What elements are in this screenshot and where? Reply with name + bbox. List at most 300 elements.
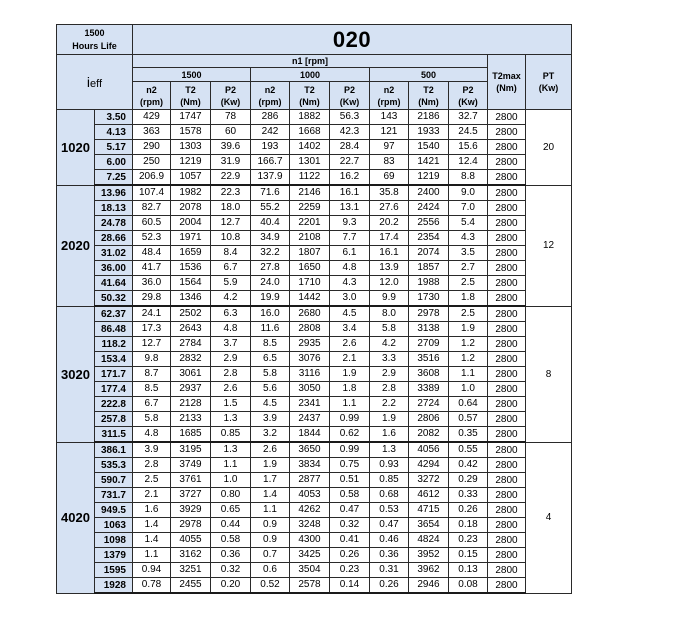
cell-p2a: 18.0 [211, 201, 251, 216]
cell-t2a: 1564 [171, 276, 211, 291]
group-name: 4020 [57, 442, 95, 593]
cell-n2a: 2.8 [133, 458, 171, 473]
cell-n2b: 27.8 [251, 261, 290, 276]
cell-n2c: 1.3 [370, 442, 409, 458]
cell-t2max: 2800 [488, 488, 526, 503]
ratio-cell: 177.4 [95, 382, 133, 397]
cell-t2b: 1301 [290, 155, 330, 170]
cell-t2c: 2556 [409, 216, 449, 231]
cell-n2b: 0.9 [251, 518, 290, 533]
table-row [57, 382, 572, 397]
cell-n2b: 286 [251, 110, 290, 125]
col-header-label: T2 [423, 84, 434, 95]
cell-p2b: 4.3 [330, 276, 370, 291]
cell-n2a: 36.0 [133, 276, 171, 291]
cell-p2a: 0.80 [211, 488, 251, 503]
cell-t2a: 1982 [171, 185, 211, 201]
cell-p2c: 0.23 [449, 533, 488, 548]
cell-t2a: 3162 [171, 548, 211, 563]
cell-n2b: 0.7 [251, 548, 290, 563]
cell-n2b: 11.6 [251, 322, 290, 337]
cell-p2b: 4.5 [330, 306, 370, 322]
table-row [57, 246, 572, 261]
cell-t2b: 2578 [290, 578, 330, 594]
col-header-p2 [330, 82, 370, 110]
cell-t2c: 4612 [409, 488, 449, 503]
cell-n2a: 8.5 [133, 382, 171, 397]
cell-p2a: 78 [211, 110, 251, 125]
cell-t2max: 2800 [488, 442, 526, 458]
cell-t2a: 3061 [171, 367, 211, 382]
cell-n2b: 1.7 [251, 473, 290, 488]
cell-n2c: 0.46 [370, 533, 409, 548]
cell-p2c: 0.33 [449, 488, 488, 503]
cell-t2max: 2800 [488, 473, 526, 488]
cell-t2max: 2800 [488, 216, 526, 231]
col-header-label: P2 [224, 84, 236, 95]
cell-t2a: 2784 [171, 337, 211, 352]
ratio-cell: 311.5 [95, 427, 133, 443]
cell-n2c: 1.6 [370, 427, 409, 443]
cell-n2b: 5.8 [251, 367, 290, 382]
col-header-unit: (Kw) [458, 96, 478, 107]
ratio-cell: 118.2 [95, 337, 133, 352]
cell-t2b: 3650 [290, 442, 330, 458]
cell-n2c: 4.2 [370, 337, 409, 352]
cell-n2c: 143 [370, 110, 409, 125]
cell-p2a: 22.3 [211, 185, 251, 201]
cell-p2b: 0.62 [330, 427, 370, 443]
cell-p2c: 2.5 [449, 306, 488, 322]
cell-n2c: 69 [370, 170, 409, 186]
cell-t2a: 3727 [171, 488, 211, 503]
cell-n2c: 2.8 [370, 382, 409, 397]
cell-n2a: 107.4 [133, 185, 171, 201]
cell-p2a: 3.7 [211, 337, 251, 352]
cell-p2c: 4.3 [449, 231, 488, 246]
table-row [57, 578, 572, 594]
ratio-cell: 4.13 [95, 125, 133, 140]
cell-t2b: 2108 [290, 231, 330, 246]
cell-p2b: 0.51 [330, 473, 370, 488]
pt-label: PT [542, 71, 555, 81]
cell-p2a: 4.2 [211, 291, 251, 307]
cell-n2c: 2.9 [370, 367, 409, 382]
cell-t2c: 3952 [409, 548, 449, 563]
table-row [57, 427, 572, 443]
ratio-cell: 24.78 [95, 216, 133, 231]
cell-t2c: 4715 [409, 503, 449, 518]
cell-n2b: 0.6 [251, 563, 290, 578]
cell-n2c: 0.68 [370, 488, 409, 503]
cell-n2a: 290 [133, 140, 171, 155]
table-row [57, 412, 572, 427]
table-row [57, 503, 572, 518]
cell-n2a: 82.7 [133, 201, 171, 216]
cell-t2a: 2133 [171, 412, 211, 427]
cell-n2a: 206.9 [133, 170, 171, 186]
cell-t2max: 2800 [488, 533, 526, 548]
cell-p2b: 6.1 [330, 246, 370, 261]
cell-n2a: 1.4 [133, 518, 171, 533]
cell-n2b: 3.2 [251, 427, 290, 443]
cell-t2c: 2709 [409, 337, 449, 352]
cell-p2b: 9.3 [330, 216, 370, 231]
cell-p2c: 1.2 [449, 337, 488, 352]
cell-n2b: 8.5 [251, 337, 290, 352]
cell-p2b: 13.1 [330, 201, 370, 216]
ratio-cell: 1379 [95, 548, 133, 563]
ratio-cell: 1063 [95, 518, 133, 533]
cell-t2max: 2800 [488, 276, 526, 291]
cell-p2a: 60 [211, 125, 251, 140]
table-row [57, 231, 572, 246]
cell-p2c: 0.64 [449, 397, 488, 412]
cell-t2b: 2680 [290, 306, 330, 322]
cell-n2a: 1.4 [133, 533, 171, 548]
table-row [57, 125, 572, 140]
cell-n2a: 24.1 [133, 306, 171, 322]
cell-t2max: 2800 [488, 412, 526, 427]
cell-t2b: 2935 [290, 337, 330, 352]
cell-p2a: 1.1 [211, 458, 251, 473]
group-name: 3020 [57, 306, 95, 442]
cell-t2b: 3076 [290, 352, 330, 367]
cell-p2a: 39.6 [211, 140, 251, 155]
table-row [57, 216, 572, 231]
cell-t2max: 2800 [488, 201, 526, 216]
table-row [57, 140, 572, 155]
cell-n2b: 19.9 [251, 291, 290, 307]
cell-n2c: 16.1 [370, 246, 409, 261]
cell-t2b: 1402 [290, 140, 330, 155]
cell-n2c: 0.26 [370, 578, 409, 594]
table-row [57, 276, 572, 291]
cell-n2a: 363 [133, 125, 171, 140]
cell-t2max: 2800 [488, 110, 526, 125]
cell-n2b: 24.0 [251, 276, 290, 291]
ratio-cell: 171.7 [95, 367, 133, 382]
cell-p2a: 2.6 [211, 382, 251, 397]
cell-t2max: 2800 [488, 518, 526, 533]
cell-p2b: 1.9 [330, 367, 370, 382]
t2max-header [488, 55, 526, 110]
cell-t2a: 1303 [171, 140, 211, 155]
cell-n2a: 17.3 [133, 322, 171, 337]
cell-t2b: 1844 [290, 427, 330, 443]
ratio-cell: 535.3 [95, 458, 133, 473]
cell-t2b: 2808 [290, 322, 330, 337]
cell-t2b: 1710 [290, 276, 330, 291]
cell-n2a: 12.7 [133, 337, 171, 352]
cell-t2c: 4824 [409, 533, 449, 548]
cell-n2c: 17.4 [370, 231, 409, 246]
speed-1500-header: 1500 [133, 68, 251, 82]
cell-n2a: 29.8 [133, 291, 171, 307]
ratio-cell: 6.00 [95, 155, 133, 170]
cell-p2a: 1.5 [211, 397, 251, 412]
cell-n2c: 97 [370, 140, 409, 155]
cell-t2max: 2800 [488, 352, 526, 367]
cell-p2a: 8.4 [211, 246, 251, 261]
cell-t2a: 1659 [171, 246, 211, 261]
cell-t2max: 2800 [488, 337, 526, 352]
cell-p2c: 0.08 [449, 578, 488, 594]
ratio-cell: 949.5 [95, 503, 133, 518]
model-title: 020 [133, 25, 572, 55]
group-name: 2020 [57, 185, 95, 306]
cell-t2b: 3504 [290, 563, 330, 578]
cell-p2a: 10.8 [211, 231, 251, 246]
cell-n2b: 40.4 [251, 216, 290, 231]
cell-p2c: 0.57 [449, 412, 488, 427]
cell-t2a: 2937 [171, 382, 211, 397]
pt-value: 12 [526, 185, 572, 306]
cell-t2a: 1578 [171, 125, 211, 140]
cell-p2b: 16.1 [330, 185, 370, 201]
table-body [57, 110, 572, 594]
cell-n2b: 3.9 [251, 412, 290, 427]
cell-t2b: 2877 [290, 473, 330, 488]
cell-t2c: 3389 [409, 382, 449, 397]
cell-t2c: 1730 [409, 291, 449, 307]
cell-p2c: 0.15 [449, 548, 488, 563]
cell-n2c: 13.9 [370, 261, 409, 276]
col-header-p2 [449, 82, 488, 110]
ratio-cell: 62.37 [95, 306, 133, 322]
cell-p2a: 2.9 [211, 352, 251, 367]
cell-t2a: 3749 [171, 458, 211, 473]
col-header-label: n2 [146, 84, 157, 95]
ratio-cell: 1928 [95, 578, 133, 594]
ratio-cell: 222.8 [95, 397, 133, 412]
cell-p2b: 0.26 [330, 548, 370, 563]
ieff-header [57, 55, 133, 110]
cell-t2max: 2800 [488, 367, 526, 382]
cell-t2a: 2832 [171, 352, 211, 367]
ratio-cell: 386.1 [95, 442, 133, 458]
cell-n2b: 2.6 [251, 442, 290, 458]
cell-t2max: 2800 [488, 563, 526, 578]
cell-n2c: 20.2 [370, 216, 409, 231]
pt-unit: (Kw) [538, 83, 559, 93]
cell-t2b: 2146 [290, 185, 330, 201]
cell-t2max: 2800 [488, 578, 526, 594]
col-header-t2 [290, 82, 330, 110]
cell-t2c: 1421 [409, 155, 449, 170]
cell-t2max: 2800 [488, 140, 526, 155]
cell-p2b: 22.7 [330, 155, 370, 170]
cell-t2b: 2259 [290, 201, 330, 216]
ratio-cell: 153.4 [95, 352, 133, 367]
ratio-cell: 590.7 [95, 473, 133, 488]
cell-n2a: 1.1 [133, 548, 171, 563]
col-header-p2 [211, 82, 251, 110]
ratio-cell: 31.02 [95, 246, 133, 261]
cell-t2b: 1650 [290, 261, 330, 276]
cell-t2c: 2186 [409, 110, 449, 125]
cell-t2c: 2978 [409, 306, 449, 322]
cell-t2c: 3608 [409, 367, 449, 382]
cell-t2b: 3116 [290, 367, 330, 382]
table-row [57, 473, 572, 488]
cell-n2b: 1.9 [251, 458, 290, 473]
ratio-cell: 3.50 [95, 110, 133, 125]
cell-n2a: 1.6 [133, 503, 171, 518]
table-row [57, 337, 572, 352]
cell-n2c: 2.2 [370, 397, 409, 412]
cell-n2c: 3.3 [370, 352, 409, 367]
cell-p2b: 0.47 [330, 503, 370, 518]
col-header-t2 [171, 82, 211, 110]
col-header-label: T2 [185, 84, 196, 95]
cell-p2b: 3.4 [330, 322, 370, 337]
n1-header: n1 [rpm] [133, 55, 488, 68]
cell-t2c: 1988 [409, 276, 449, 291]
cell-t2c: 2946 [409, 578, 449, 594]
cell-t2c: 3962 [409, 563, 449, 578]
cell-t2a: 2455 [171, 578, 211, 594]
cell-n2b: 34.9 [251, 231, 290, 246]
cell-t2max: 2800 [488, 503, 526, 518]
cell-p2b: 16.2 [330, 170, 370, 186]
cell-t2a: 1971 [171, 231, 211, 246]
cell-n2b: 16.0 [251, 306, 290, 322]
cell-t2b: 1668 [290, 125, 330, 140]
cell-n2a: 60.5 [133, 216, 171, 231]
cell-p2b: 1.1 [330, 397, 370, 412]
cell-t2a: 2128 [171, 397, 211, 412]
cell-t2c: 1857 [409, 261, 449, 276]
cell-n2c: 0.36 [370, 548, 409, 563]
col-header-unit: (Kw) [220, 96, 241, 107]
cell-p2c: 0.26 [449, 503, 488, 518]
table-row [57, 518, 572, 533]
cell-t2a: 1219 [171, 155, 211, 170]
cell-p2a: 6.3 [211, 306, 251, 322]
cell-t2b: 4053 [290, 488, 330, 503]
cell-n2b: 32.2 [251, 246, 290, 261]
col-header-t2 [409, 82, 449, 110]
cell-n2a: 0.78 [133, 578, 171, 594]
cell-p2b: 3.0 [330, 291, 370, 307]
cell-n2b: 71.6 [251, 185, 290, 201]
col-header-label: P2 [462, 84, 474, 95]
table-row [57, 110, 572, 125]
cell-p2c: 2.5 [449, 276, 488, 291]
cell-t2b: 3248 [290, 518, 330, 533]
cell-n2b: 4.5 [251, 397, 290, 412]
ratio-cell: 86.48 [95, 322, 133, 337]
cell-n2a: 5.8 [133, 412, 171, 427]
cell-p2b: 28.4 [330, 140, 370, 155]
cell-p2c: 0.42 [449, 458, 488, 473]
cell-t2b: 1882 [290, 110, 330, 125]
cell-t2max: 2800 [488, 231, 526, 246]
cell-p2a: 0.85 [211, 427, 251, 443]
cell-n2c: 27.6 [370, 201, 409, 216]
cell-t2c: 4294 [409, 458, 449, 473]
col-header-n2 [251, 82, 290, 110]
col-header-n2 [370, 82, 409, 110]
cell-p2b: 7.7 [330, 231, 370, 246]
cell-t2c: 1933 [409, 125, 449, 140]
cell-n2b: 193 [251, 140, 290, 155]
cell-p2a: 0.65 [211, 503, 251, 518]
cell-p2c: 0.13 [449, 563, 488, 578]
cell-p2c: 1.8 [449, 291, 488, 307]
cell-p2c: 0.35 [449, 427, 488, 443]
cell-t2a: 1747 [171, 110, 211, 125]
cell-n2a: 6.7 [133, 397, 171, 412]
speed-1000-header: 1000 [251, 68, 370, 82]
gearbox-spec-table [56, 24, 572, 594]
cell-t2max: 2800 [488, 170, 526, 186]
cell-t2c: 2424 [409, 201, 449, 216]
t2max-label: T2max [492, 71, 521, 81]
table-row [57, 548, 572, 563]
cell-t2max: 2800 [488, 261, 526, 276]
life-hours: 1500 [84, 27, 105, 38]
cell-p2c: 1.9 [449, 322, 488, 337]
cell-n2c: 0.93 [370, 458, 409, 473]
cell-p2b: 4.8 [330, 261, 370, 276]
cell-p2c: 12.4 [449, 155, 488, 170]
cell-n2c: 83 [370, 155, 409, 170]
col-header-label: n2 [264, 84, 276, 95]
table-row [57, 306, 572, 322]
cell-t2a: 2078 [171, 201, 211, 216]
cell-p2a: 1.3 [211, 412, 251, 427]
cell-t2max: 2800 [488, 291, 526, 307]
ratio-cell: 18.13 [95, 201, 133, 216]
cell-t2a: 2643 [171, 322, 211, 337]
cell-t2max: 2800 [488, 246, 526, 261]
cell-t2max: 2800 [488, 458, 526, 473]
cell-t2c: 2354 [409, 231, 449, 246]
cell-t2a: 4055 [171, 533, 211, 548]
cell-p2c: 24.5 [449, 125, 488, 140]
cell-p2c: 32.7 [449, 110, 488, 125]
cell-t2c: 2724 [409, 397, 449, 412]
pt-value: 20 [526, 110, 572, 186]
cell-n2c: 1.9 [370, 412, 409, 427]
cell-n2b: 137.9 [251, 170, 290, 186]
col-header-unit: (rpm) [140, 96, 163, 107]
col-header-unit: (Nm) [418, 96, 439, 107]
cell-n2b: 0.9 [251, 533, 290, 548]
cell-t2b: 2341 [290, 397, 330, 412]
ratio-cell: 7.25 [95, 170, 133, 186]
cell-p2a: 1.0 [211, 473, 251, 488]
cell-t2b: 4262 [290, 503, 330, 518]
cell-t2a: 2978 [171, 518, 211, 533]
cell-t2c: 3516 [409, 352, 449, 367]
cell-t2c: 2082 [409, 427, 449, 443]
cell-n2c: 0.31 [370, 563, 409, 578]
cell-p2a: 6.7 [211, 261, 251, 276]
cell-t2c: 2400 [409, 185, 449, 201]
ratio-cell: 13.96 [95, 185, 133, 201]
cell-t2a: 2502 [171, 306, 211, 322]
cell-n2a: 52.3 [133, 231, 171, 246]
cell-t2c: 3138 [409, 322, 449, 337]
cell-t2b: 4300 [290, 533, 330, 548]
cell-n2c: 35.8 [370, 185, 409, 201]
cell-p2b: 2.6 [330, 337, 370, 352]
cell-p2c: 0.18 [449, 518, 488, 533]
cell-n2a: 2.5 [133, 473, 171, 488]
